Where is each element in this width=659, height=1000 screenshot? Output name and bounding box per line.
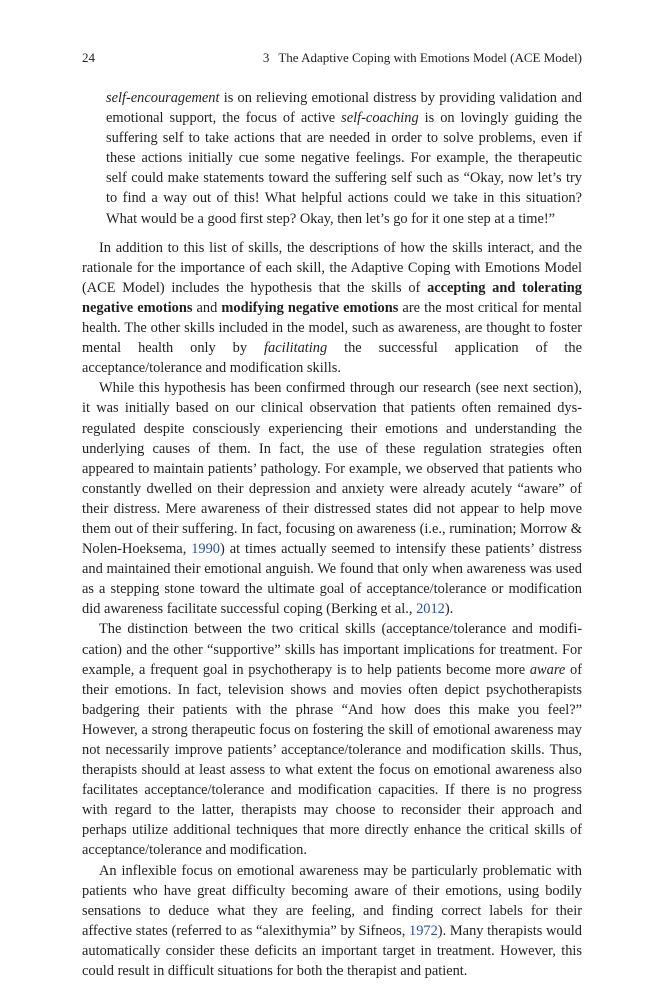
text-run: An inflexible focus on emotional awareness may be particularly problematic with patients who have great difficulty becoming aware of their emotions, using bodily sensations to deduce what they are feeling, and finding correct labels for their affective states (referred to as “alexithymia” by Sifneos, bbox=[82, 862, 582, 939]
text-run: is on relieving emotional distress by providing validation and emotional support, the focus of active bbox=[106, 90, 582, 127]
citation-link[interactable]: 2012 bbox=[416, 601, 445, 618]
page-number: 24 bbox=[82, 50, 95, 65]
text-run: In addition to this list of skills, the descriptions of how the skills interact, and the rationale for the importance of each skill, the Adaptive Coping with Emotions Model (ACE Model) includes the hypothesis that the skills of bbox=[82, 239, 582, 296]
paragraph-1 bbox=[82, 88, 582, 229]
bold-term: modifying negative emotions bbox=[221, 299, 399, 316]
text-run: ) at times actually seemed to intensify these patients’ distress and maintained their emotional anguish. We found that only when awareness was used as a stepping stone toward the ultimate goal of acceptance/tolerance or modification did awareness facilitate successful coping (Berking et al., bbox=[82, 541, 582, 618]
emphasis: aware bbox=[529, 661, 566, 678]
text-run: are the most critical for mental health. The other skills included in the model, such as awareness, are thought to foster mental health only by bbox=[82, 299, 582, 357]
citation-link[interactable]: 1972 bbox=[409, 922, 438, 939]
chapter-number: 3 bbox=[262, 50, 270, 65]
body-text bbox=[82, 88, 582, 981]
text-run: ). Many therapists would automatically consider these deficits an important target in treatment. However, this could result in difficult situations for both the therapist and patient. bbox=[82, 922, 582, 980]
bold-term: accepting and tolerating negative emotions bbox=[82, 279, 582, 316]
text-run: of their emotions. In fact, television shows and movies often depict psychotherapists badgering their patients with the phrase “And how does this make you feel?” However, a strong therapeutic focus on fostering the skill of emotional awareness may not necessarily improve patients’ acceptance/tolerance and modification skills. Thus, therapists should at least assess to what extent the focus on emotional awareness also facilitates acceptance/tolerance and modification capacities. If there is no progress with regard to the latter, therapists may choose to reconsider their approach and perhaps utilize additional techniques that more directly enhance the critical skills of acceptance/tolerance and modification. bbox=[82, 661, 582, 859]
paragraph-4 bbox=[82, 619, 582, 860]
running-header bbox=[82, 50, 582, 68]
text-run: is on lovingly guiding the suffering self to take actions that are needed in order to solve problems, even if these actions initially cue some negative feelings. For example, the therapeutic self could make statements toward the suffering self such as “Okay, now let’s try to find a way out of this! What helpful actions could we take in this situation? What would be a good first step? Okay, then let’s go for it one step at a time!” bbox=[106, 110, 582, 227]
paragraph-2 bbox=[82, 238, 582, 379]
emphasis: facilitating bbox=[264, 340, 328, 357]
chapter-title: The Adaptive Coping with Emotions Model (ACE Model) bbox=[278, 50, 582, 65]
citation-link[interactable]: 1990 bbox=[191, 541, 220, 558]
text-run: While this hypothesis has been confirmed through our research (see next section), it was initially based on our clinical observation that patients often remained dysregulated despite consciously experiencing their emotions and understanding the underlying causes of them. In fact, the use of these regulation strategies often appeared to maintain patients’ pathology. For example, we observed that patients who constantly dwelled on their depression and anxiety were already acutely “aware” of their distress. Mere awareness of their distressed states did not appear to help move them out of their suffering. In fact, focusing on awareness (i.e., rumination; Morrow & Nolen-Hoeksema, bbox=[82, 380, 582, 558]
running-head-title bbox=[263, 50, 582, 66]
text-run: the successful application of the acceptance/tolerance and modification skills. bbox=[82, 340, 583, 377]
text-run: ). bbox=[444, 601, 454, 618]
paragraph-5 bbox=[82, 861, 582, 982]
emphasis: self-coaching bbox=[341, 110, 419, 127]
emphasis: self-encouragement bbox=[106, 90, 220, 106]
text-run: The distinction between the two critical skills (acceptance/tolerance and modification) and the other “supportive” skills has important implications for treatment. For example, a frequent goal in psychotherapy is to help patients become more bbox=[82, 621, 582, 678]
text-run: and bbox=[192, 299, 222, 316]
paragraph-3 bbox=[82, 378, 582, 619]
